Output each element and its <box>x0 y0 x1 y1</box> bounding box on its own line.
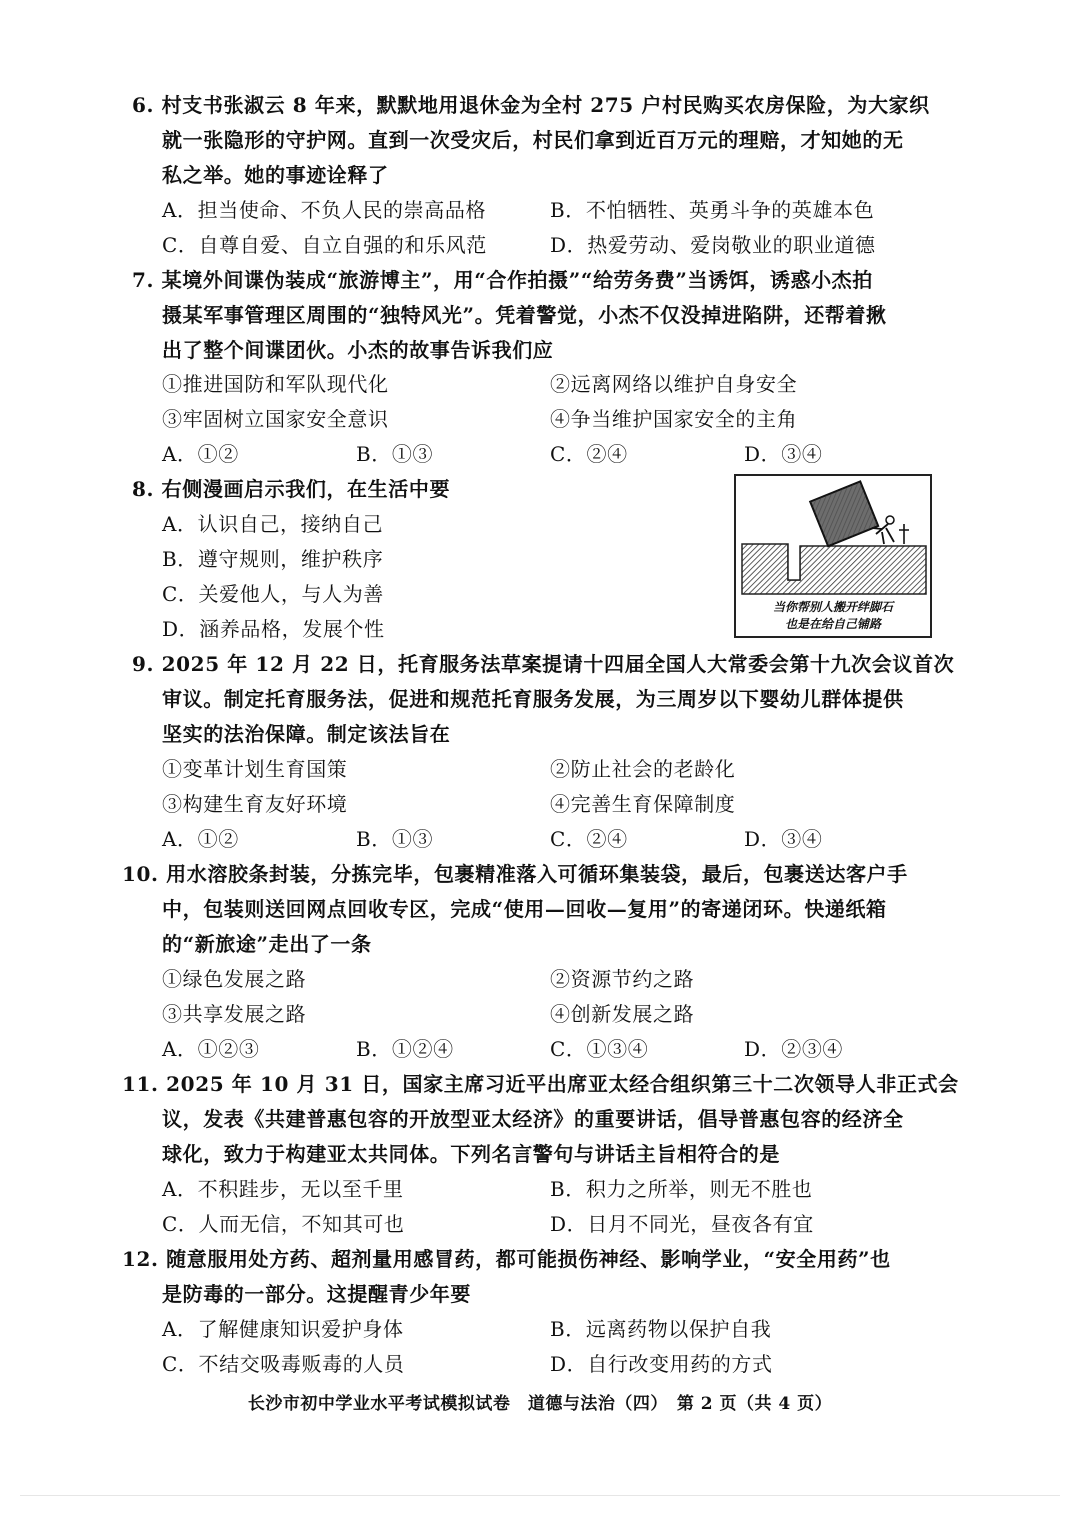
q11-option-b[interactable]: B．积力之所举，则无不胜也 <box>550 1177 813 1201</box>
cartoon-caption-line-2: 也是在给自己铺路 <box>784 617 881 631</box>
q8-option-a[interactable]: A．认识自己，接纳自己 <box>162 512 384 536</box>
q8-option-d[interactable]: D．涵养品格，发展个性 <box>162 617 385 641</box>
q8-stem-line-1: 8. 右侧漫画启示我们，在生活中要 <box>132 477 451 501</box>
q10-option-a[interactable]: A．①②③ <box>162 1037 260 1061</box>
q7-statement-1: ①推进国防和军队现代化 <box>162 372 389 396</box>
q10-statement-2: ②资源节约之路 <box>550 967 695 991</box>
q8-option-c[interactable]: C．关爱他人，与人为善 <box>162 582 384 606</box>
q11-option-c[interactable]: C．人而无信，不知其可也 <box>162 1212 405 1236</box>
q10-statement-4: ④创新发展之路 <box>550 1002 695 1026</box>
q9-option-b[interactable]: B．①③ <box>356 827 434 851</box>
q9-statement-3: ③构建生育友好环境 <box>162 792 348 816</box>
q10-option-c[interactable]: C．①③④ <box>550 1037 649 1061</box>
q9-stem-line-1: 9. 2025 年 12 月 22 日，托育服务法草案提请十四届全国人大常委会第十九次会议首次 <box>132 652 955 676</box>
q11-stem-line-1: 11. 2025 年 10 月 31 日，国家主席习近平出席亚太经合组织第三十二次领导人非正式会 <box>122 1072 959 1096</box>
q11-option-a[interactable]: A．不积跬步，无以至千里 <box>162 1177 404 1201</box>
q7-option-b[interactable]: B．①③ <box>356 442 434 466</box>
q11-stem-line-3: 球化，致力于构建亚太共同体。下列名言警句与讲话主旨相符合的是 <box>162 1142 780 1166</box>
q9-option-d[interactable]: D．③④ <box>744 827 823 851</box>
q10-option-d[interactable]: D．②③④ <box>744 1037 844 1061</box>
q12-option-d[interactable]: D．自行改变用药的方式 <box>550 1352 773 1376</box>
q6-option-d[interactable]: D．热爱劳动、爱岗敬业的职业道德 <box>550 233 876 257</box>
page-footer: 长沙市初中学业水平考试模拟试卷 道德与法治（四） 第 2 页（共 4 页） <box>247 1394 833 1414</box>
q9-option-a[interactable]: A．①② <box>162 827 239 851</box>
q6-stem-line-1: 6. 村支书张淑云 8 年来，默默地用退休金为全村 275 户村民购买农房保险，为大家织 <box>132 93 930 117</box>
q12-stem-line-2: 是防毒的一部分。这提醒青少年要 <box>162 1282 471 1306</box>
q9-statement-1: ①变革计划生育国策 <box>162 757 348 781</box>
q7-stem-line-1: 7. 某境外间谍伪装成“旅游博主”，用“合作拍摄”“给劳务费”当诱饵，诱惑小杰拍 <box>132 268 873 292</box>
q8-option-b[interactable]: B．遵守规则，维护秩序 <box>162 547 384 571</box>
q11-stem-line-2: 议，发表《共建普惠包容的开放型亚太经济》的重要讲话，倡导普惠包容的经济全 <box>162 1107 904 1131</box>
q12-option-a[interactable]: A．了解健康知识爱护身体 <box>162 1317 404 1341</box>
q6-stem-line-2: 就一张隐形的守护网。直到一次受灾后，村民们拿到近百万元的理赔，才知她的无 <box>162 128 904 152</box>
bottom-divider <box>20 1495 1060 1496</box>
q9-statement-4: ④完善生育保障制度 <box>550 792 736 816</box>
q10-option-b[interactable]: B．①②④ <box>356 1037 454 1061</box>
q7-statement-4: ④争当维护国家安全的主角 <box>550 407 798 431</box>
q9-stem-line-2: 审议。制定托育服务法，促进和规范托育服务发展，为三周岁以下婴幼儿群体提供 <box>162 687 904 711</box>
q7-option-a[interactable]: A．①② <box>162 442 239 466</box>
q7-option-c[interactable]: C．②④ <box>550 442 628 466</box>
q10-stem-line-1: 10. 用水溶胶条封装，分拣完毕，包裹精准落入可循环集装袋，最后，包裹送达客户手 <box>122 862 908 886</box>
q12-stem-line-1: 12. 随意服用处方药、超剂量用感冒药，都可能损伤神经、影响学业，“安全用药”也 <box>122 1247 891 1271</box>
q7-option-d[interactable]: D．③④ <box>744 442 823 466</box>
q6-option-c[interactable]: C．自尊自爱、自立自强的和乐风范 <box>162 233 487 257</box>
q6-option-b[interactable]: B．不怕牺牲、英勇斗争的英雄本色 <box>550 198 875 222</box>
q10-statement-1: ①绿色发展之路 <box>162 967 307 991</box>
q9-option-c[interactable]: C．②④ <box>550 827 628 851</box>
q11-option-d[interactable]: D．日月不同光，昼夜各有宜 <box>550 1212 814 1236</box>
q7-statement-3: ③牢固树立国家安全意识 <box>162 407 389 431</box>
q7-stem-line-2: 摄某军事管理区周围的“独特风光”。凭着警觉，小杰不仅没掉进陷阱，还帮着揪 <box>162 303 887 327</box>
q7-stem-line-3: 出了整个间谍团伙。小杰的故事告诉我们应 <box>162 338 554 362</box>
q7-statement-2: ②远离网络以维护自身安全 <box>550 372 798 396</box>
q9-stem-line-3: 坚实的法治保障。制定该法旨在 <box>162 722 451 746</box>
q12-option-b[interactable]: B．远离药物以保护自我 <box>550 1317 772 1341</box>
q6-option-a[interactable]: A．担当使命、不负人民的崇高品格 <box>162 198 487 222</box>
cartoon-illustration <box>734 474 932 638</box>
q10-stem-line-2: 中，包装则送回网点回收专区，完成“使用—回收—复用”的寄递闭环。快递纸箱 <box>162 897 887 921</box>
cartoon-caption-line-1: 当你帮别人搬开绊脚石 <box>772 600 893 614</box>
q12-option-c[interactable]: C．不结交吸毒贩毒的人员 <box>162 1352 405 1376</box>
q9-statement-2: ②防止社会的老龄化 <box>550 757 736 781</box>
q10-statement-3: ③共享发展之路 <box>162 1002 307 1026</box>
q10-stem-line-3: 的“新旅途”走出了一条 <box>162 932 372 956</box>
q6-stem-line-3: 私之举。她的事迹诠释了 <box>162 163 389 187</box>
